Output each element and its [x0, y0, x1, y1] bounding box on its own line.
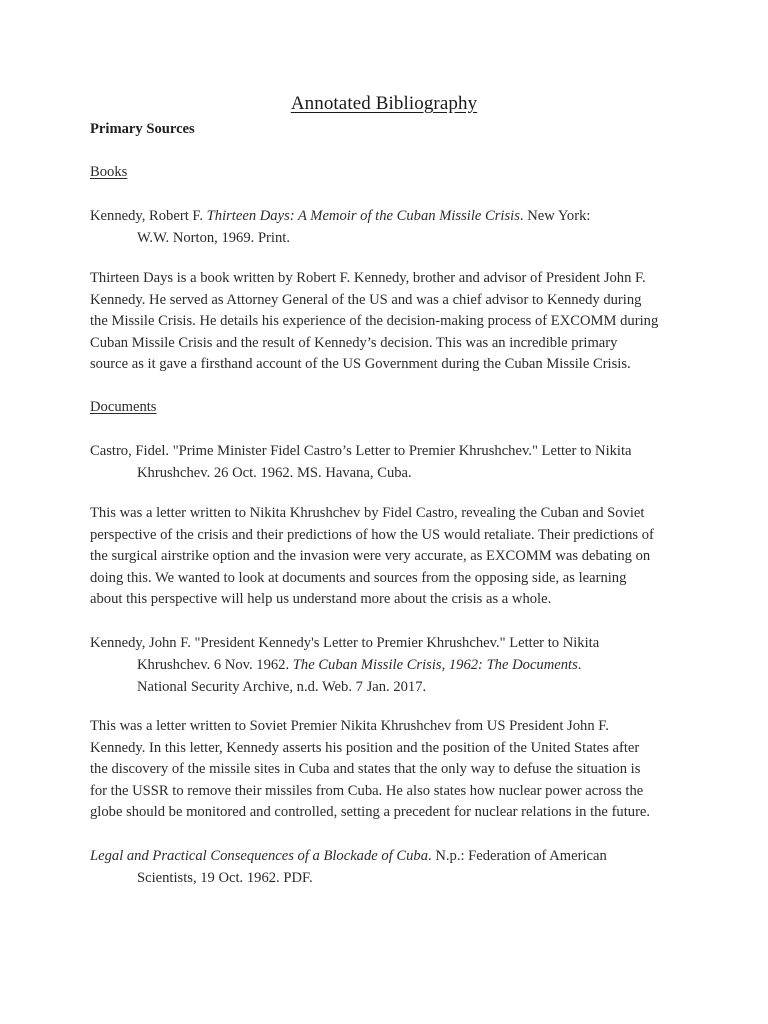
citation-line: National Security Archive, n.d. Web. 7 Jan. 2017. — [137, 679, 427, 695]
citation-line: Scientists, 19 Oct. 1962. PDF. — [137, 870, 313, 886]
annotation-kennedy-john — [90, 716, 690, 824]
citation-line — [90, 654, 680, 676]
citation-blockade — [90, 845, 680, 889]
subheading-documents: Documents — [90, 399, 157, 415]
annotation-line: doing this. We wanted to look at documents and sources from the opposing side, as learning — [90, 569, 627, 586]
annotation-kennedy-robert — [90, 268, 690, 376]
annotation-line: source as it gave a firsthand account of the US Government during the Cuban Missile Crisis. — [90, 356, 631, 373]
citation-castro — [90, 440, 680, 484]
annotation-line: Thirteen Days is a book written by Robert F. Kennedy, brother and advisor of President John F. — [90, 270, 646, 286]
citation-line: Khrushchev. 26 Oct. 1962. MS. Havana, Cuba. — [137, 465, 412, 481]
annotation-line: This was a letter written to Nikita Khrushchev by Fidel Castro, revealing the Cuban and Soviet — [90, 505, 645, 521]
section-heading-primary-sources: Primary Sources — [90, 121, 195, 137]
citation-title: The Cuban Missile Crisis, 1962: The Documents — [292, 657, 578, 673]
annotation-line: Kennedy. He served as Attorney General of the US and was a chief advisor to Kennedy during — [90, 291, 642, 308]
citation-author: Kennedy, Robert F. — [90, 208, 207, 224]
citation-punctuation: . — [577, 657, 582, 673]
annotation-line: Kennedy. In this letter, Kennedy asserts his position and the position of the United States after — [90, 739, 640, 756]
citation-date: Khrushchev. 6 Nov. 1962. — [137, 657, 293, 673]
citation-line: W.W. Norton, 1969. Print. — [137, 230, 290, 246]
citation-kennedy-john — [90, 632, 680, 698]
annotation-line: the discovery of the missile sites in Cuba and states that the only way to defuse the situation is — [90, 761, 641, 778]
annotation-line: Cuban Missile Crisis and the result of Kennedy’s decision. This was an incredible primary — [90, 334, 618, 351]
annotation-line: perspective of the crisis and their predictions of how the US would retaliate. Their predictions of — [90, 526, 654, 543]
subheading-books: Books — [90, 164, 128, 180]
citation-line: Kennedy, John F. "President Kennedy's Letter to Premier Khrushchev." Letter to Nikita — [90, 635, 600, 651]
citation-line: Castro, Fidel. "Prime Minister Fidel Castro’s Letter to Premier Khrushchev." Letter to Nikita — [90, 443, 632, 459]
page-title: Annotated Bibliography — [290, 93, 478, 114]
annotation-line: about this perspective will help us understand more about the crisis as a whole. — [90, 591, 552, 608]
citation-kennedy-robert — [90, 205, 680, 249]
annotation-line: the Missile Crisis. He details his experience of the decision-making process of EXCOMM during — [90, 313, 659, 330]
annotation-line: the surgical airstrike option and the invasion were very accurate, as EXCOMM was debating on — [90, 548, 651, 565]
annotation-line: This was a letter written to Soviet Premier Nikita Khrushchev from US President John F. — [90, 718, 609, 734]
annotation-line: globe should be monitored and controlled, setting a precedent for nuclear relations in the future. — [90, 804, 651, 821]
annotation-line: for the USSR to remove their missiles from Cuba. He also states how nuclear power across the — [90, 782, 644, 799]
citation-title: Thirteen Days: A Memoir of the Cuban Missile Crisis — [206, 208, 520, 224]
citation-line — [90, 205, 680, 227]
citation-publisher: . New York: — [519, 208, 591, 224]
citation-publisher: . N.p.: Federation of American — [428, 848, 607, 864]
citation-line — [90, 845, 680, 867]
annotation-castro — [90, 503, 690, 611]
citation-title: Legal and Practical Consequences of a Blockade of Cuba — [90, 848, 429, 864]
